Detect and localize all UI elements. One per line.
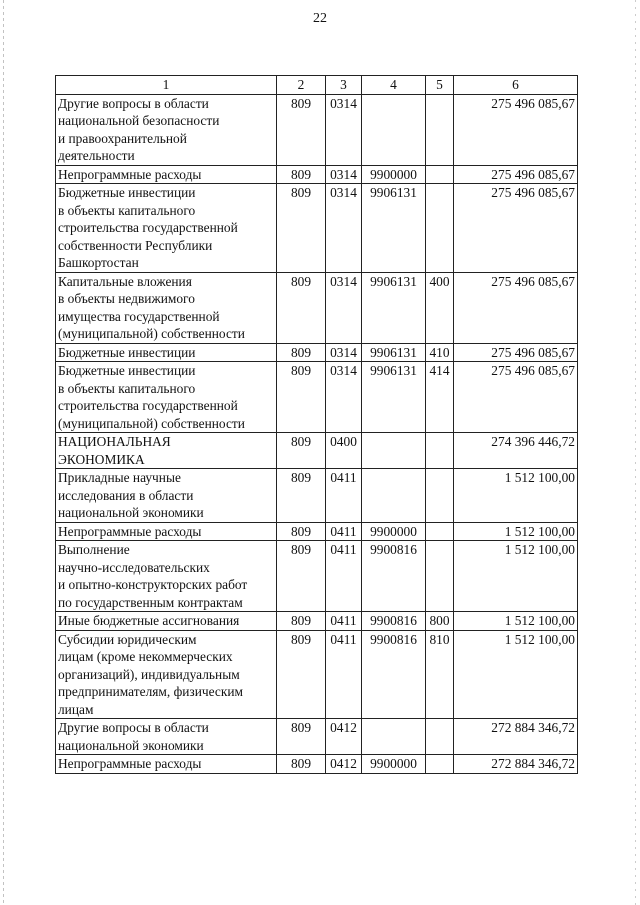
row-name: Непрограммные расходы (56, 165, 277, 184)
row-expense-type-code (426, 433, 454, 469)
header-col-4: 4 (362, 76, 426, 95)
row-amount: 1 512 100,00 (454, 541, 578, 612)
row-expense-type-code (426, 184, 454, 273)
row-vedomstvo-code: 809 (277, 94, 326, 165)
row-name: Субсидии юридическим лицам (кроме некоммерческих организаций), индивидуальным предпринимателям, физическим лицам (56, 630, 277, 719)
row-name: Непрограммные расходы (56, 755, 277, 774)
row-target-article-code (362, 469, 426, 523)
table-row (56, 522, 578, 541)
row-section-code: 0314 (326, 343, 362, 362)
header-col-5: 5 (426, 76, 454, 95)
row-amount: 274 396 446,72 (454, 433, 578, 469)
header-col-3: 3 (326, 76, 362, 95)
row-target-article-code: 9900816 (362, 630, 426, 719)
row-name: Бюджетные инвестиции в объекты капитального строительства государственной (муниципальной) собственности (56, 362, 277, 433)
table-row (56, 719, 578, 755)
row-name: Иные бюджетные ассигнования (56, 612, 277, 631)
table-row (56, 612, 578, 631)
row-section-code: 0412 (326, 755, 362, 774)
row-section-code: 0411 (326, 630, 362, 719)
row-amount: 275 496 085,67 (454, 184, 578, 273)
row-vedomstvo-code: 809 (277, 469, 326, 523)
row-name: Другие вопросы в области национальной экономики (56, 719, 277, 755)
row-vedomstvo-code: 809 (277, 612, 326, 631)
row-target-article-code (362, 719, 426, 755)
row-amount: 275 496 085,67 (454, 343, 578, 362)
table-row (56, 184, 578, 273)
row-vedomstvo-code: 809 (277, 362, 326, 433)
header-row (56, 76, 578, 95)
row-vedomstvo-code: 809 (277, 522, 326, 541)
row-target-article-code (362, 433, 426, 469)
table-row (56, 630, 578, 719)
row-name: Бюджетные инвестиции (56, 343, 277, 362)
row-name: Прикладные научные исследования в области национальной экономики (56, 469, 277, 523)
row-expense-type-code: 810 (426, 630, 454, 719)
row-name: Выполнение научно-исследовательских и опытно-конструкторских работ по государственным контрактам (56, 541, 277, 612)
row-section-code: 0314 (326, 94, 362, 165)
row-amount: 272 884 346,72 (454, 755, 578, 774)
scan-edge-left (3, 0, 4, 905)
row-amount: 275 496 085,67 (454, 94, 578, 165)
table-row (56, 362, 578, 433)
row-target-article-code: 9900000 (362, 522, 426, 541)
row-expense-type-code (426, 522, 454, 541)
row-expense-type-code (426, 541, 454, 612)
row-amount: 1 512 100,00 (454, 469, 578, 523)
row-target-article-code: 9900000 (362, 165, 426, 184)
row-expense-type-code: 414 (426, 362, 454, 433)
row-section-code: 0411 (326, 522, 362, 541)
row-target-article-code: 9906131 (362, 272, 426, 343)
row-expense-type-code: 410 (426, 343, 454, 362)
header-col-1: 1 (56, 76, 277, 95)
row-name: Непрограммные расходы (56, 522, 277, 541)
row-section-code: 0411 (326, 469, 362, 523)
row-section-code: 0412 (326, 719, 362, 755)
row-section-code: 0411 (326, 612, 362, 631)
row-vedomstvo-code: 809 (277, 272, 326, 343)
row-expense-type-code (426, 469, 454, 523)
row-vedomstvo-code: 809 (277, 184, 326, 273)
table-row (56, 272, 578, 343)
row-target-article-code: 9900000 (362, 755, 426, 774)
row-name: Другие вопросы в области национальной безопасности и правоохранительной деятельности (56, 94, 277, 165)
row-expense-type-code: 800 (426, 612, 454, 631)
row-amount: 275 496 085,67 (454, 165, 578, 184)
row-expense-type-code: 400 (426, 272, 454, 343)
row-vedomstvo-code: 809 (277, 719, 326, 755)
row-vedomstvo-code: 809 (277, 165, 326, 184)
table-row (56, 469, 578, 523)
row-amount: 1 512 100,00 (454, 612, 578, 631)
row-section-code: 0314 (326, 362, 362, 433)
row-vedomstvo-code: 809 (277, 630, 326, 719)
header-col-6: 6 (454, 76, 578, 95)
table-row (56, 433, 578, 469)
row-section-code: 0314 (326, 184, 362, 273)
row-section-code: 0400 (326, 433, 362, 469)
row-vedomstvo-code: 809 (277, 541, 326, 612)
row-target-article-code: 9900816 (362, 612, 426, 631)
row-section-code: 0314 (326, 272, 362, 343)
row-target-article-code (362, 94, 426, 165)
row-expense-type-code (426, 94, 454, 165)
row-amount: 1 512 100,00 (454, 630, 578, 719)
row-vedomstvo-code: 809 (277, 755, 326, 774)
row-name: НАЦИОНАЛЬНАЯ ЭКОНОМИКА (56, 433, 277, 469)
table-row (56, 541, 578, 612)
row-name: Капитальные вложения в объекты недвижимого имущества государственной (муниципальной) собственности (56, 272, 277, 343)
row-amount: 275 496 085,67 (454, 272, 578, 343)
row-section-code: 0411 (326, 541, 362, 612)
row-expense-type-code (426, 755, 454, 774)
row-target-article-code: 9906131 (362, 362, 426, 433)
table-row (56, 343, 578, 362)
row-target-article-code: 9906131 (362, 343, 426, 362)
row-expense-type-code (426, 165, 454, 184)
row-vedomstvo-code: 809 (277, 343, 326, 362)
header-col-2: 2 (277, 76, 326, 95)
budget-table (55, 75, 578, 774)
row-target-article-code: 9906131 (362, 184, 426, 273)
row-expense-type-code (426, 719, 454, 755)
row-target-article-code: 9900816 (362, 541, 426, 612)
row-name: Бюджетные инвестиции в объекты капитального строительства государственной собственности Республики Башкортостан (56, 184, 277, 273)
table-body (56, 94, 578, 773)
scan-edge-right (635, 0, 636, 905)
row-amount: 275 496 085,67 (454, 362, 578, 433)
table-row (56, 755, 578, 774)
table-row (56, 94, 578, 165)
row-amount: 272 884 346,72 (454, 719, 578, 755)
page-number: 22 (313, 11, 327, 26)
row-section-code: 0314 (326, 165, 362, 184)
row-amount: 1 512 100,00 (454, 522, 578, 541)
row-vedomstvo-code: 809 (277, 433, 326, 469)
table-row (56, 165, 578, 184)
